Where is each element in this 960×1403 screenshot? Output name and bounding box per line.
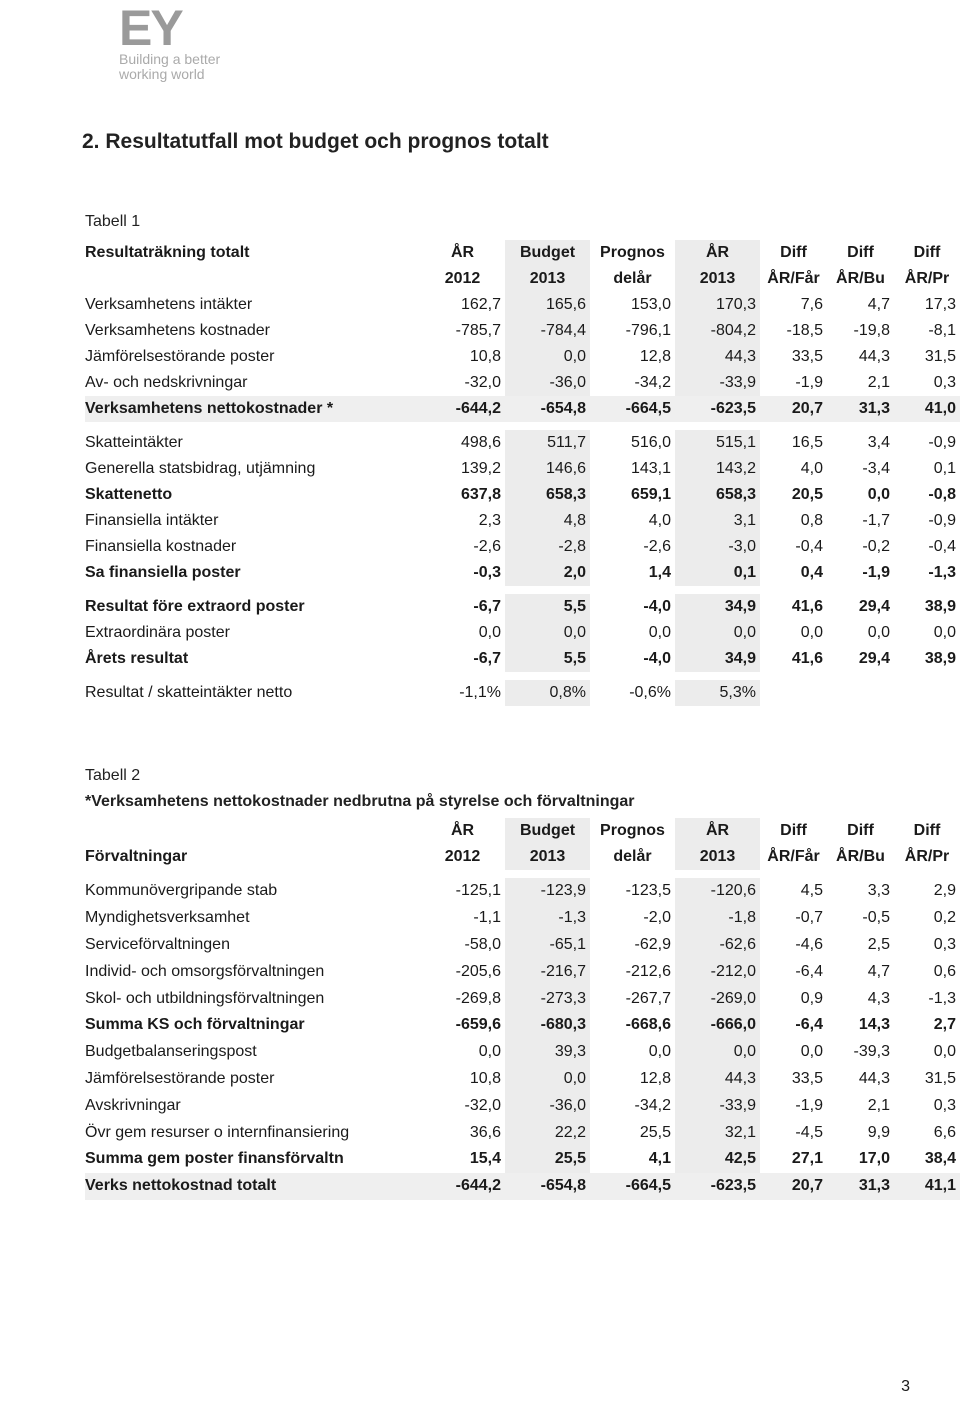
cell-value: -796,1 — [625, 322, 671, 339]
col-header: delår — [613, 847, 652, 865]
cell-value: 39,3 — [505, 1039, 590, 1066]
cell-value: -3,4 — [862, 460, 890, 477]
cell-value: 15,4 — [469, 1150, 501, 1168]
cell-value: -32,0 — [464, 1096, 501, 1114]
cell-value: 44,3 — [675, 1066, 760, 1093]
row-spacer — [85, 672, 960, 680]
cell-value: 3,1 — [675, 508, 760, 534]
table-row — [85, 1066, 960, 1093]
cell-value: 20,5 — [791, 486, 823, 503]
table1-title: Resultaträkning totalt — [85, 244, 250, 261]
row-label: Övr gem resurser o internfinansiering — [85, 1123, 350, 1141]
table-row — [85, 594, 960, 620]
cell-value: 2,1 — [867, 1096, 890, 1114]
cell-value: 14,3 — [858, 1016, 890, 1034]
cell-value: -34,2 — [634, 1096, 671, 1114]
row-label: Skol- och utbildningsförvaltningen — [85, 989, 325, 1007]
row-label: Årets resultat — [85, 650, 189, 667]
cell-value: 12,8 — [639, 1069, 671, 1087]
cell-value: 34,9 — [675, 646, 760, 672]
row-label: Skatteintäkter — [85, 434, 183, 451]
cell-value: 0,8% — [505, 680, 590, 706]
table-row — [85, 1173, 960, 1200]
cell-value: 165,6 — [505, 292, 590, 318]
cell-value: 0,3 — [933, 374, 956, 391]
cell-value: -804,2 — [675, 318, 760, 344]
cell-value: 0,1 — [675, 560, 760, 586]
ey-logo — [119, 0, 221, 82]
cell-value: 4,3 — [867, 989, 890, 1007]
cell-value: 0,4 — [800, 564, 823, 581]
cell-value: -666,0 — [675, 1012, 760, 1039]
cell-value: -1,9 — [795, 374, 823, 391]
cell-value: 5,5 — [505, 594, 590, 620]
cell-value: 4,7 — [867, 962, 890, 980]
col-header: ÅR — [450, 244, 475, 261]
cell-value: 33,5 — [791, 1069, 823, 1087]
col-header: ÅR/Pr — [904, 270, 950, 287]
page-number: 3 — [901, 1378, 910, 1395]
table2-title: *Verksamhetens nettokostnader nedbrutna på styrelse och förvaltningar — [85, 793, 635, 810]
cell-value: -36,0 — [505, 370, 590, 396]
result-table-total — [85, 240, 960, 706]
logo-tagline-1: Building a better — [119, 51, 221, 67]
row-spacer — [85, 870, 960, 878]
cell-value: -0,4 — [928, 538, 956, 555]
cell-value: 0,0 — [478, 1043, 501, 1061]
cell-value: 17,0 — [858, 1150, 890, 1168]
col-header: Diff — [847, 821, 874, 839]
cell-value: -0,6% — [629, 684, 671, 701]
cell-value: -18,5 — [786, 322, 823, 339]
cell-value: 2,5 — [867, 935, 890, 953]
col-header: Diff — [780, 821, 807, 839]
row-label: Sa finansiella poster — [85, 564, 241, 581]
cell-value: 498,6 — [460, 434, 501, 451]
row-label: Resultat före extraord poster — [85, 598, 305, 615]
col-header: ÅR/Får — [767, 847, 820, 865]
table-row — [85, 1039, 960, 1066]
header-row-top — [85, 818, 960, 843]
cell-value: 0,0 — [933, 1043, 956, 1061]
row-label: Summa KS och förvaltningar — [85, 1016, 305, 1034]
cell-value: 0,0 — [800, 624, 823, 641]
empty-cell — [894, 680, 960, 706]
cell-value: -654,8 — [505, 1173, 590, 1200]
cell-value: -58,0 — [464, 935, 501, 953]
cell-value: 27,1 — [791, 1150, 823, 1168]
cell-value: 20,7 — [760, 396, 827, 422]
cell-value: 0,0 — [675, 1039, 760, 1066]
cell-value: 0,0 — [648, 1043, 671, 1061]
cell-value: 2,7 — [933, 1016, 956, 1034]
table-row — [85, 560, 960, 586]
row-label: Resultat / skatteintäkter netto — [85, 684, 293, 701]
cell-value: 31,3 — [827, 396, 894, 422]
cell-value: 0,8 — [800, 512, 823, 529]
cell-value: 0,1 — [933, 460, 956, 477]
row-label: Verksamhetens intäkter — [85, 296, 253, 313]
cell-value: 41,0 — [894, 396, 960, 422]
table-row — [85, 1092, 960, 1119]
col-header: 2013 — [675, 266, 760, 292]
col-header: ÅR — [450, 821, 475, 839]
cell-value: 0,3 — [933, 1096, 956, 1114]
cell-value: -125,1 — [455, 882, 501, 900]
cell-value: -4,6 — [795, 935, 823, 953]
cell-value: 33,5 — [791, 348, 823, 365]
table2-label: Tabell 2 — [85, 767, 141, 784]
cell-value: -33,9 — [675, 1092, 760, 1119]
cell-value: 6,6 — [933, 1123, 956, 1141]
table-row — [85, 1012, 960, 1039]
cell-value: 4,0 — [800, 460, 823, 477]
row-label: Finansiella intäkter — [85, 512, 219, 529]
cell-value: -36,0 — [505, 1092, 590, 1119]
cell-value: -269,0 — [675, 985, 760, 1012]
col-header: 2013 — [675, 843, 760, 870]
cell-value: 0,2 — [933, 909, 956, 927]
col-header: 2013 — [505, 843, 590, 870]
col-header: ÅR/Bu — [836, 270, 885, 287]
cell-value: 16,5 — [791, 434, 823, 451]
col-header: Budget — [505, 240, 590, 266]
row-spacer — [85, 586, 960, 594]
cell-value: 515,1 — [675, 430, 760, 456]
cell-value: -6,4 — [795, 962, 823, 980]
cell-value: -0,8 — [928, 486, 956, 503]
col-header: ÅR — [675, 240, 760, 266]
row-label: Generella statsbidrag, utjämning — [85, 460, 316, 477]
table-row — [85, 958, 960, 985]
table-row — [85, 878, 960, 905]
cell-value: 146,6 — [505, 456, 590, 482]
cell-value: -267,7 — [625, 989, 671, 1007]
cell-value: 10,8 — [469, 1069, 501, 1087]
col-header: Diff — [913, 821, 941, 839]
table-row — [85, 680, 960, 706]
cell-value: -6,7 — [473, 650, 501, 667]
cell-value: 5,5 — [505, 646, 590, 672]
cell-value: -205,6 — [455, 962, 501, 980]
cell-value: -654,8 — [505, 396, 590, 422]
table-row — [85, 292, 960, 318]
cell-value: -0,9 — [928, 512, 956, 529]
cell-value: 20,7 — [760, 1173, 827, 1200]
row-label: Serviceförvaltningen — [85, 935, 230, 953]
cell-value: 3,4 — [867, 434, 890, 451]
cell-value: -212,6 — [625, 962, 671, 980]
row-label: Verksamhetens nettokostnader * — [85, 396, 420, 422]
cell-value: 0,0 — [933, 624, 956, 641]
col-header: Diff — [913, 244, 941, 261]
cell-value: 0,0 — [505, 1066, 590, 1093]
cell-value: -659,6 — [455, 1016, 501, 1034]
cell-value: 659,1 — [630, 486, 671, 503]
row-label: Myndighetsverksamhet — [85, 909, 250, 927]
cell-value: 3,3 — [867, 882, 890, 900]
table-row — [85, 1146, 960, 1173]
cell-value: 637,8 — [460, 486, 501, 503]
cell-value: -0,4 — [795, 538, 823, 555]
cell-value: 7,6 — [800, 296, 823, 313]
cell-value: 139,2 — [460, 460, 501, 477]
cell-value: 0,0 — [505, 344, 590, 370]
row-label: Jämförelsestörande poster — [85, 348, 275, 365]
header-row-top — [85, 240, 960, 266]
row-label: Budgetbalanseringspost — [85, 1043, 257, 1061]
table1-label: Tabell 1 — [85, 213, 141, 230]
cell-value: -1,1 — [473, 909, 501, 927]
table-row — [85, 482, 960, 508]
cell-value: -123,9 — [505, 878, 590, 905]
cell-value: -34,2 — [634, 374, 671, 391]
cell-value: -6,4 — [795, 1016, 823, 1034]
table-row — [85, 905, 960, 932]
cell-value: -32,0 — [464, 374, 501, 391]
cell-value: 5,3% — [675, 680, 760, 706]
cell-value: 4,8 — [505, 508, 590, 534]
cell-value: -664,5 — [590, 1173, 675, 1200]
row-label: Extraordinära poster — [85, 624, 230, 641]
cell-value: 29,4 — [858, 650, 890, 667]
cell-value: 9,9 — [867, 1123, 890, 1141]
cell-value: -1,1% — [459, 684, 501, 701]
cell-value: -269,8 — [455, 989, 501, 1007]
header-row-bottom — [85, 843, 960, 870]
header-row-bottom — [85, 266, 960, 292]
cell-value: 41,6 — [791, 598, 823, 615]
cell-value: 41,1 — [894, 1173, 960, 1200]
cell-value: -216,7 — [505, 958, 590, 985]
cell-value: 4,0 — [648, 512, 671, 529]
cell-value: 1,4 — [648, 564, 671, 581]
cell-value: 170,3 — [675, 292, 760, 318]
row-label: Avskrivningar — [85, 1096, 181, 1114]
cell-value: 42,5 — [675, 1146, 760, 1173]
col-header: 2012 — [444, 847, 481, 865]
row-label: Jämförelsestörande poster — [85, 1069, 275, 1087]
cell-value: -623,5 — [675, 1173, 760, 1200]
cell-value: 2,0 — [505, 560, 590, 586]
cell-value: -1,9 — [795, 1096, 823, 1114]
col-header: ÅR/Pr — [904, 847, 950, 865]
cell-value: -123,5 — [625, 882, 671, 900]
table-row — [85, 646, 960, 672]
empty-cell — [760, 680, 827, 706]
cell-value: -65,1 — [505, 932, 590, 959]
table-row — [85, 985, 960, 1012]
cell-value: -785,7 — [455, 322, 501, 339]
cell-value: -33,9 — [675, 370, 760, 396]
cell-value: -644,2 — [420, 396, 505, 422]
cell-value: -4,5 — [795, 1123, 823, 1141]
cell-value: -668,6 — [625, 1016, 671, 1034]
cell-value: -212,0 — [675, 958, 760, 985]
cell-value: 0,3 — [933, 935, 956, 953]
table-row — [85, 396, 960, 422]
cell-value: 32,1 — [675, 1119, 760, 1146]
row-label: Kommunövergripande stab — [85, 882, 278, 900]
table-row — [85, 932, 960, 959]
row-header: Förvaltningar — [85, 847, 188, 865]
col-header: delår — [613, 270, 652, 287]
table-row — [85, 344, 960, 370]
col-header: 2012 — [444, 270, 481, 287]
cell-value: -1,8 — [675, 905, 760, 932]
cell-value: 38,4 — [924, 1150, 956, 1168]
empty-cell — [827, 680, 894, 706]
cell-value: -1,7 — [862, 512, 890, 529]
row-label: Finansiella kostnader — [85, 538, 237, 555]
cell-value: -2,6 — [473, 538, 501, 555]
cell-value: -8,1 — [928, 322, 956, 339]
row-label: Summa gem poster finansförvaltn — [85, 1150, 344, 1168]
cell-value: 162,7 — [460, 296, 501, 313]
cell-value: 516,0 — [630, 434, 671, 451]
cell-value: -273,3 — [505, 985, 590, 1012]
col-header: Prognos — [600, 244, 665, 261]
row-label: Verks nettokostnad totalt — [85, 1173, 420, 1200]
cell-value: 25,5 — [505, 1146, 590, 1173]
cell-value: 4,5 — [800, 882, 823, 900]
cell-value: 658,3 — [505, 482, 590, 508]
logo-tagline-2: working world — [119, 66, 205, 82]
cell-value: 4,7 — [867, 296, 890, 313]
cell-value: 0,0 — [800, 1043, 823, 1061]
cell-value: -1,3 — [928, 564, 956, 581]
cell-value: -3,0 — [675, 534, 760, 560]
row-label: Individ- och omsorgsförvaltningen — [85, 962, 325, 980]
cell-value: 143,2 — [675, 456, 760, 482]
cell-value: 153,0 — [630, 296, 671, 313]
cell-value: 38,9 — [924, 598, 956, 615]
cell-value: -0,9 — [928, 434, 956, 451]
table-row — [85, 1119, 960, 1146]
cell-value: -62,6 — [675, 932, 760, 959]
cell-value: 2,1 — [867, 374, 890, 391]
cell-value: 0,9 — [800, 989, 823, 1007]
table-row — [85, 318, 960, 344]
row-label: Av- och nedskrivningar — [85, 374, 248, 391]
cell-value: -623,5 — [675, 396, 760, 422]
cell-value: 17,3 — [924, 296, 956, 313]
cell-value: -62,9 — [634, 935, 671, 953]
cell-value: 44,3 — [858, 348, 890, 365]
cell-value: 511,7 — [505, 430, 590, 456]
cell-value: 143,1 — [630, 460, 671, 477]
cell-value: 0,0 — [505, 620, 590, 646]
col-header: Prognos — [600, 821, 665, 839]
cell-value: -4,0 — [643, 598, 671, 615]
cell-value: -1,3 — [505, 905, 590, 932]
cell-value: 31,5 — [924, 348, 956, 365]
cell-value: 36,6 — [469, 1123, 501, 1141]
cell-value: 44,3 — [675, 344, 760, 370]
row-label: Skattenetto — [85, 486, 173, 503]
cell-value: -0,7 — [795, 909, 823, 927]
cell-value: -1,9 — [862, 564, 890, 581]
cell-value: 0,0 — [478, 624, 501, 641]
cell-value: -664,5 — [590, 396, 675, 422]
cell-value: -0,2 — [862, 538, 890, 555]
col-header: Budget — [505, 818, 590, 843]
cell-value: 4,1 — [648, 1150, 671, 1168]
cell-value: 29,4 — [858, 598, 890, 615]
cell-value: 2,3 — [478, 512, 501, 529]
cell-value: -784,4 — [505, 318, 590, 344]
row-label: Verksamhetens kostnader — [85, 322, 270, 339]
cell-value: 25,5 — [639, 1123, 671, 1141]
cell-value: -39,3 — [853, 1043, 890, 1061]
col-header: ÅR — [675, 818, 760, 843]
col-header: Diff — [847, 244, 874, 261]
cell-value: 31,5 — [924, 1069, 956, 1087]
cell-value: 0,0 — [867, 624, 890, 641]
table-row — [85, 620, 960, 646]
cell-value: 10,8 — [469, 348, 501, 365]
col-header: ÅR/Får — [767, 270, 820, 287]
cell-value: 658,3 — [675, 482, 760, 508]
table-row — [85, 456, 960, 482]
col-header: 2013 — [505, 266, 590, 292]
cell-value: -680,3 — [505, 1012, 590, 1039]
cell-value: -2,6 — [643, 538, 671, 555]
cell-value: 22,2 — [505, 1119, 590, 1146]
section-heading: 2. Resultatutfall mot budget och prognos totalt — [82, 130, 549, 153]
cell-value: 2,9 — [933, 882, 956, 900]
cell-value: 44,3 — [858, 1069, 890, 1087]
cell-value: 12,8 — [639, 348, 671, 365]
table-row — [85, 430, 960, 456]
table-row — [85, 370, 960, 396]
cell-value: -1,3 — [928, 989, 956, 1007]
cell-value: 34,9 — [675, 594, 760, 620]
ey-logo-mark: EY — [119, 0, 182, 56]
cell-value: 0,6 — [933, 962, 956, 980]
cell-value: -2,0 — [643, 909, 671, 927]
col-header: Diff — [780, 244, 807, 261]
table-row — [85, 508, 960, 534]
cell-value: -0,5 — [862, 909, 890, 927]
cell-value: 31,3 — [827, 1173, 894, 1200]
cell-value: 41,6 — [791, 650, 823, 667]
cell-value: -6,7 — [473, 598, 501, 615]
col-header: ÅR/Bu — [836, 847, 885, 865]
result-table-departments — [85, 818, 960, 1200]
cell-value: 0,0 — [867, 486, 890, 503]
cell-value: 0,0 — [648, 624, 671, 641]
table-row — [85, 534, 960, 560]
cell-value: -644,2 — [420, 1173, 505, 1200]
cell-value: 38,9 — [924, 650, 956, 667]
row-spacer — [85, 422, 960, 430]
cell-value: -0,3 — [473, 564, 501, 581]
cell-value: -2,8 — [505, 534, 590, 560]
cell-value: -4,0 — [643, 650, 671, 667]
cell-value: -120,6 — [675, 878, 760, 905]
cell-value: -19,8 — [853, 322, 890, 339]
cell-value: 0,0 — [675, 620, 760, 646]
